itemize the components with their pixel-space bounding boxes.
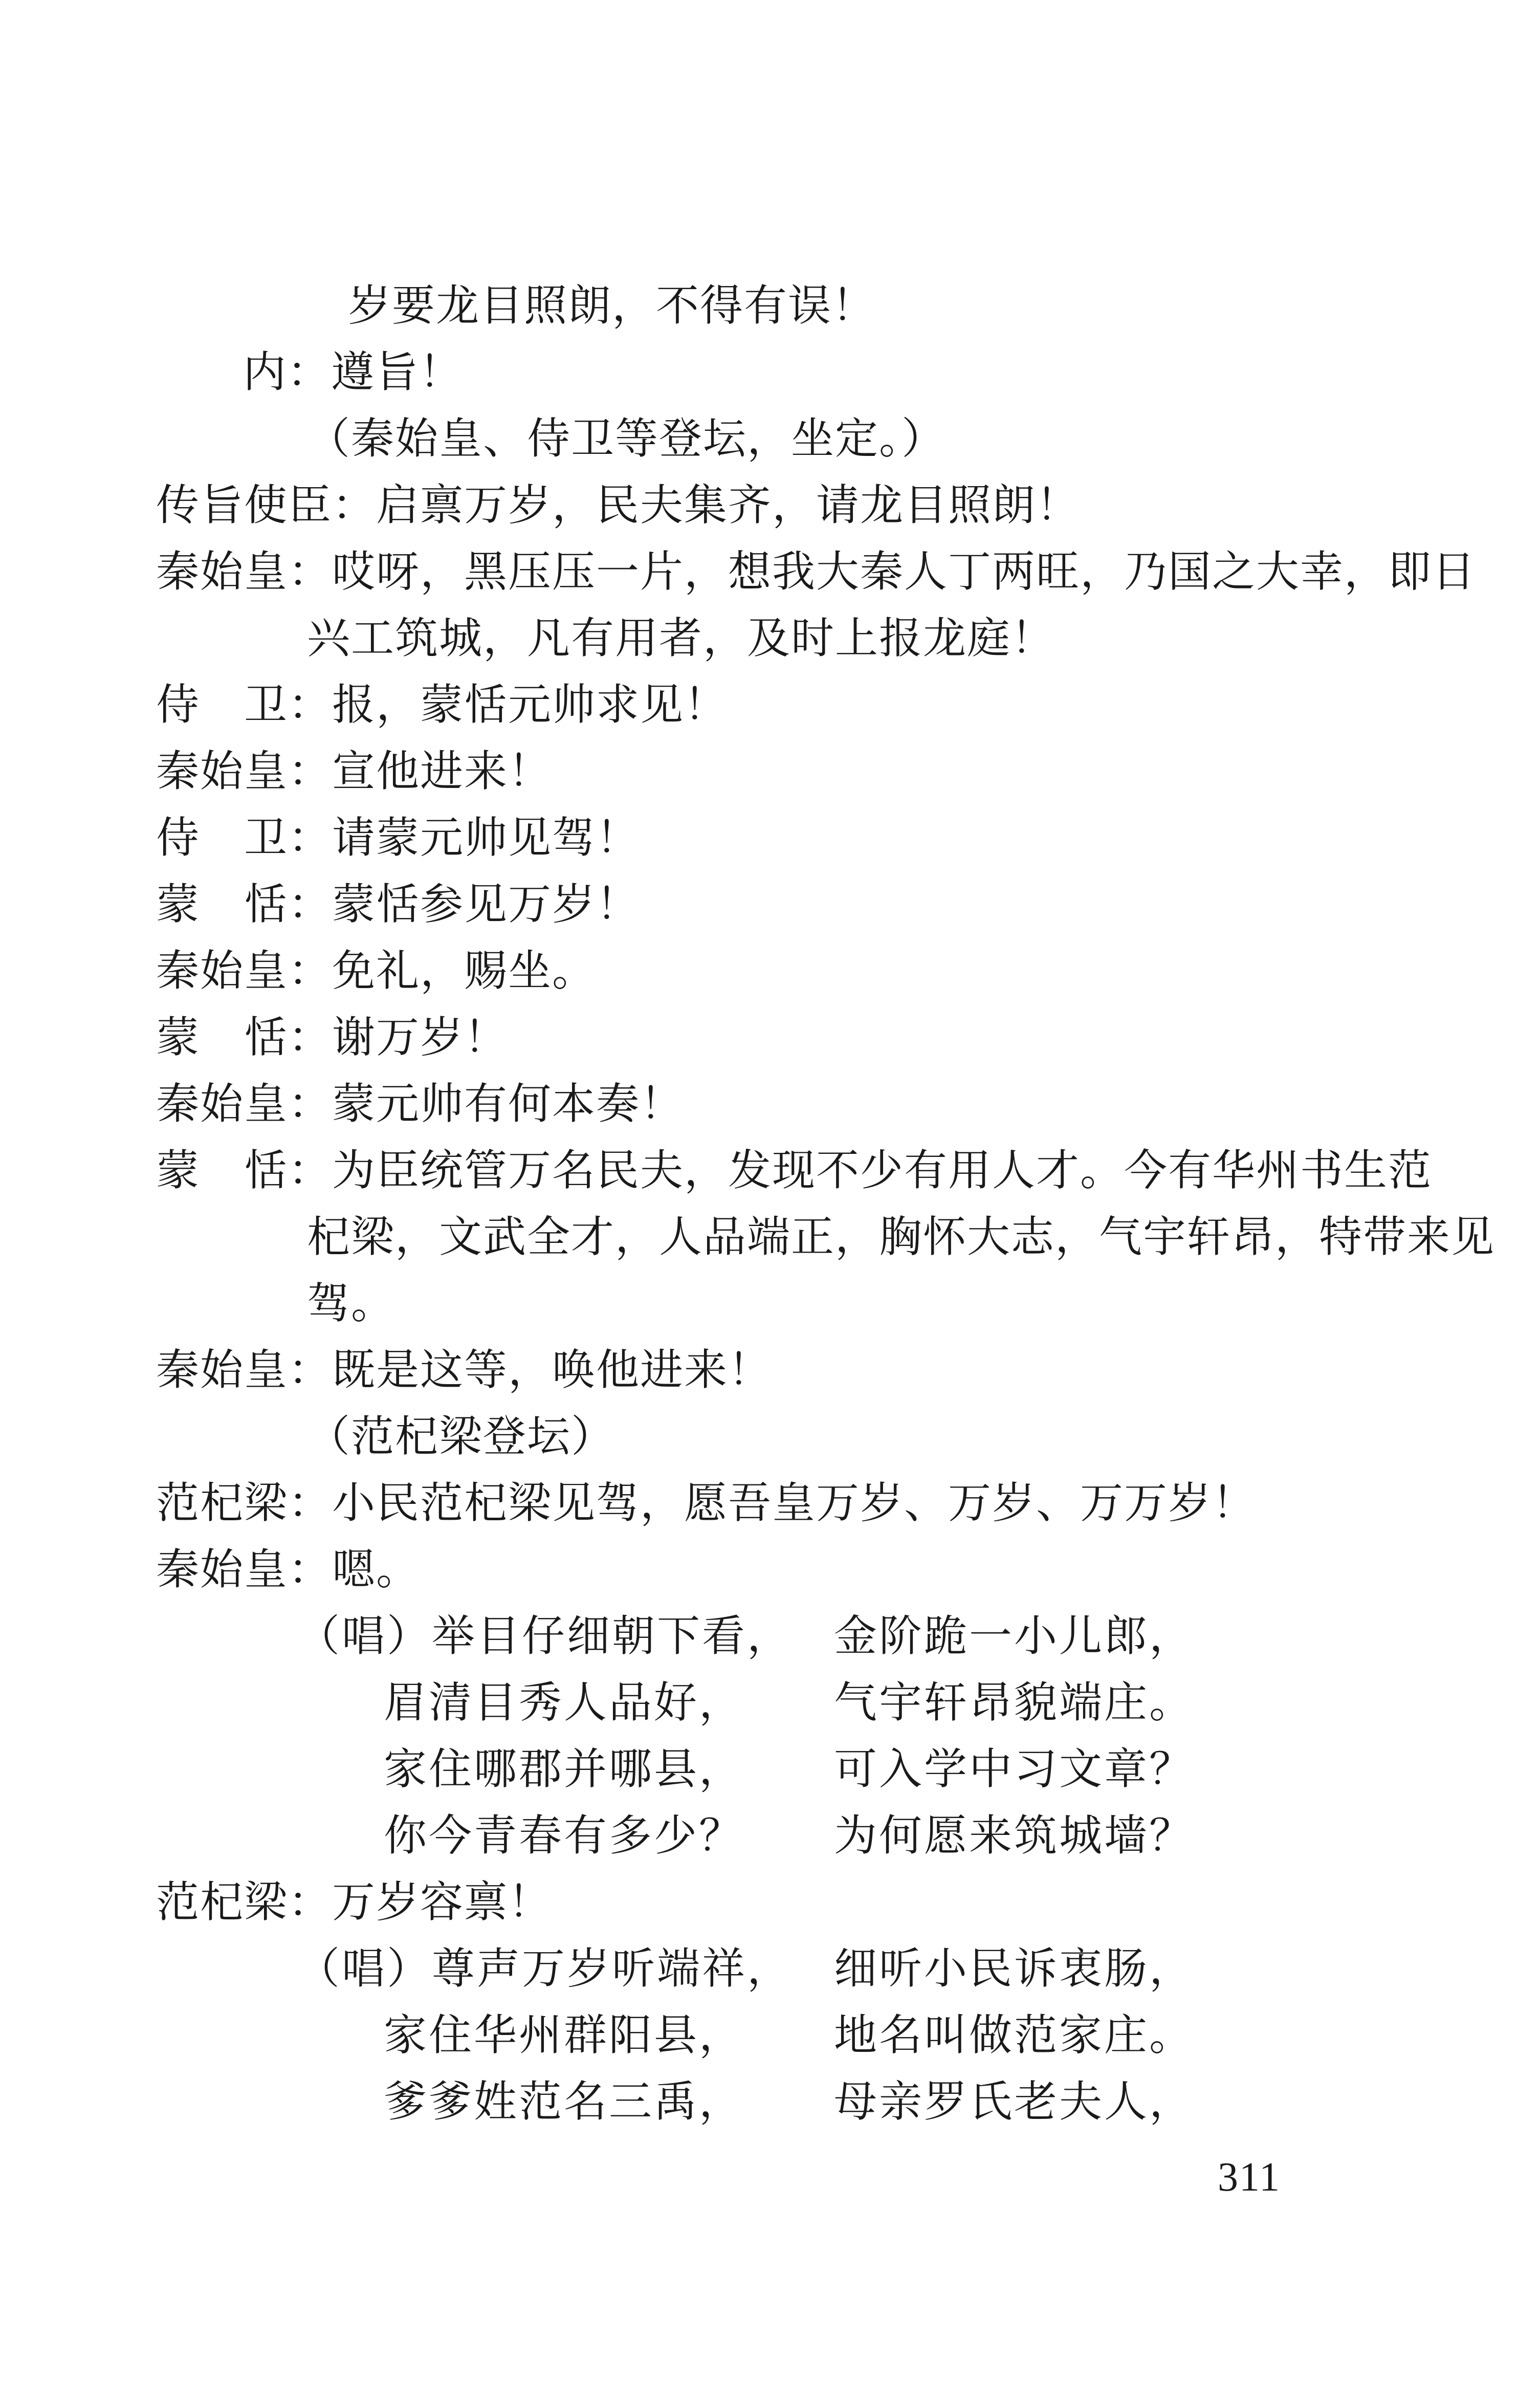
speaker-label: 侍 卫： — [156, 813, 333, 863]
stage-direction — [307, 1411, 615, 1461]
text-line — [156, 1877, 553, 1927]
text-line — [307, 1278, 395, 1328]
text-line — [307, 1212, 1495, 1262]
line-text: 驾。 — [307, 1278, 395, 1328]
speaker-label: 秦始皇： — [156, 946, 333, 996]
line-text: 岁要龙目照朗，不得有误！ — [348, 280, 876, 331]
speaker-label: 秦始皇： — [156, 746, 333, 796]
song-line-left: 眉清目秀人品好， — [384, 1677, 744, 1727]
song-line-right: 细听小民诉衷肠， — [834, 1943, 1195, 1994]
text-line — [156, 546, 1477, 597]
line-text: 报，蒙恬元帅求见！ — [332, 680, 729, 730]
text-line — [156, 1478, 1257, 1528]
line-text: 小民范杞梁见驾，愿吾皇万岁、万岁、万万岁！ — [332, 1478, 1257, 1528]
line-text: 杞梁，文武全才，人品端正，胸怀大志，气宇轩昂，特带来见 — [307, 1212, 1495, 1262]
line-text: 哎呀，黑压压一片，想我大秦人丁两旺，乃国之大幸，即日 — [332, 546, 1477, 597]
song-line-left: （唱）尊声万岁听端祥， — [297, 1943, 793, 1994]
text-line — [307, 613, 1055, 663]
speaker-label: 传旨使臣： — [156, 480, 377, 530]
song-line-right: 气宇轩昂貌端庄。 — [834, 1677, 1195, 1727]
speaker-label: 蒙 恬： — [156, 879, 333, 929]
speaker-label: 内： — [243, 347, 332, 397]
line-text: 既是这等，唤他进来！ — [332, 1345, 773, 1395]
speaker-label: 侍 卫： — [156, 680, 333, 730]
line-text: 谢万岁！ — [332, 1012, 509, 1062]
song-line-left: 家住哪郡并哪县， — [384, 1744, 744, 1794]
song-line-right: 母亲罗氏老夫人， — [834, 2076, 1195, 2127]
speaker-label: 秦始皇： — [156, 1079, 333, 1129]
text-line — [156, 746, 553, 796]
line-text: 蒙恬参见万岁！ — [332, 879, 641, 929]
song-line-left: 爹爹姓范名三禹， — [384, 2076, 744, 2127]
text-line — [156, 813, 641, 863]
song-line-right: 地名叫做范家庄。 — [834, 2010, 1195, 2060]
text-line — [156, 1079, 685, 1129]
line-text: （范杞梁登坛） — [307, 1411, 615, 1461]
text-line — [156, 1012, 509, 1062]
line-text: 兴工筑城，凡有用者，及时上报龙庭！ — [307, 613, 1055, 663]
speaker-label: 蒙 恬： — [156, 1012, 333, 1062]
speaker-label: 范杞梁： — [156, 1478, 333, 1528]
line-text: 启禀万岁，民夫集齐，请龙目照朗！ — [376, 480, 1081, 530]
text-line — [156, 1145, 1433, 1195]
speaker-label: 秦始皇： — [156, 1544, 333, 1594]
line-text: 宣他进来！ — [332, 746, 553, 796]
stage-direction — [307, 413, 946, 464]
speaker-label: 秦始皇： — [156, 546, 333, 597]
text-line — [156, 1345, 773, 1395]
song-line-right: 可入学中习文章？ — [834, 1744, 1195, 1794]
page-number: 311 — [1218, 2155, 1281, 2200]
line-text: 万岁容禀！ — [332, 1877, 553, 1927]
text-line — [156, 1544, 421, 1594]
song-line-left: 家住华州群阳县， — [384, 2010, 744, 2060]
speaker-label: 范杞梁： — [156, 1877, 333, 1927]
text-line — [156, 946, 597, 996]
song-line-left: 你今青春有多少？ — [384, 1810, 744, 1861]
line-text: 嗯。 — [332, 1544, 421, 1594]
text-line — [156, 480, 1081, 530]
line-text: 为臣统管万名民夫，发现不少有用人才。今有华州书生范 — [332, 1145, 1433, 1195]
line-text: 请蒙元帅见驾！ — [332, 813, 641, 863]
line-text: 免礼，赐坐。 — [332, 946, 597, 996]
line-text: 蒙元帅有何本奏！ — [332, 1079, 685, 1129]
text-line — [348, 280, 876, 331]
speaker-label: 秦始皇： — [156, 1345, 333, 1395]
text-line — [156, 680, 729, 730]
text-line — [243, 347, 464, 397]
song-line-left: （唱）举目仔细朝下看， — [297, 1611, 793, 1661]
song-line-right: 金阶跪一小儿郎， — [834, 1611, 1195, 1661]
song-line-right: 为何愿来筑城墙？ — [834, 1810, 1195, 1861]
line-text: （秦始皇、侍卫等登坛，坐定。） — [307, 413, 946, 464]
line-text: 遵旨！ — [331, 347, 464, 397]
speaker-label: 蒙 恬： — [156, 1145, 333, 1195]
text-line — [156, 879, 641, 929]
